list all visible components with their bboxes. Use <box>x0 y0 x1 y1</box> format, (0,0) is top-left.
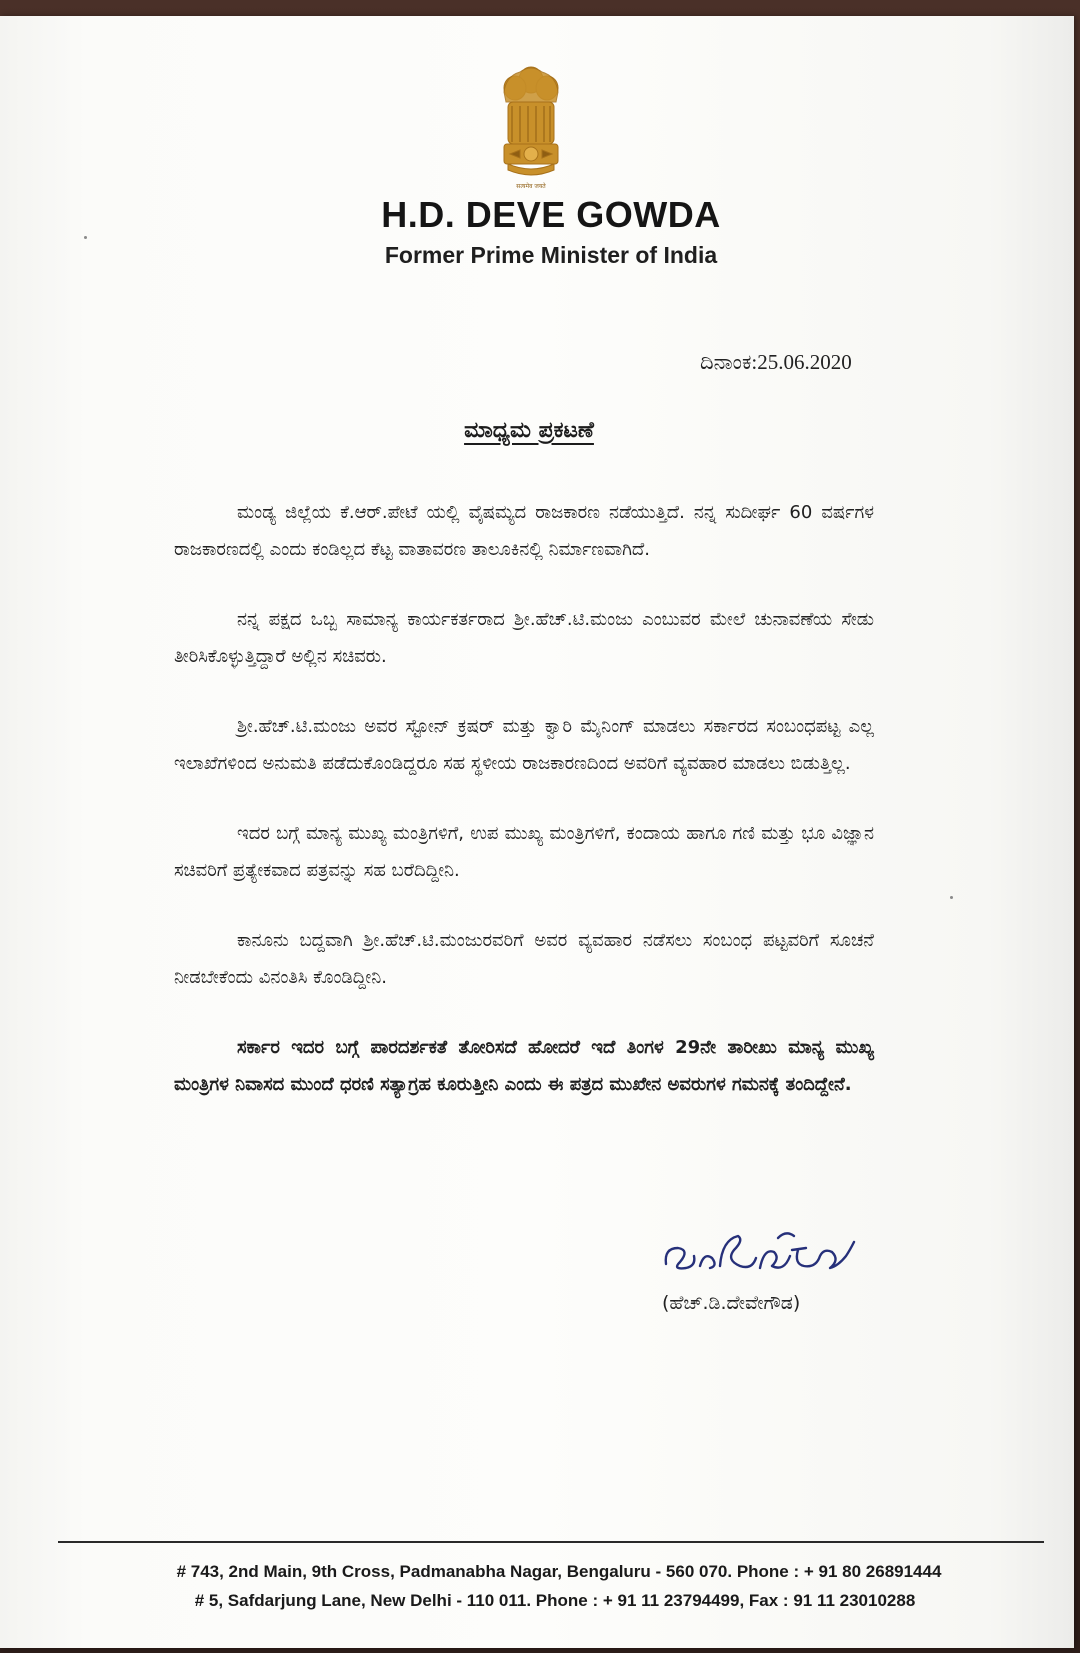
footer-divider <box>58 1541 1044 1543</box>
footer-address-bengaluru: # 743, 2nd Main, 9th Cross, Padmanabha Nagar, Bengaluru - 560 070. Phone : + 91 80 26891444 <box>176 1562 942 1581</box>
footer-address-delhi: # 5, Safdarjung Lane, New Delhi - 110 011. Phone : + 91 11 23794499, Fax : 91 11 23010288 <box>194 1591 916 1610</box>
paragraph: ನನ್ನ ಪಕ್ಷದ ಒಬ್ಬ ಸಾಮಾನ್ಯ ಕಾರ್ಯಕರ್ತರಾದ ಶ್ರೀ.ಹೆಚ್.ಟಿ.ಮಂಜು ಎಂಬುವರ ಮೇಲೆ ಚುನಾವಣೆಯ ಸೇಡು ತೀರಿಸಿಕೊಳ್ಳುತ್ತಿದ್ದಾರೆ ಅಲ್ಲಿನ ಸಚಿವರು. <box>174 609 874 667</box>
paragraph: ಕಾನೂನು ಬದ್ದವಾಗಿ ಶ್ರೀ.ಹೆಚ್.ಟಿ.ಮಂಜುರವರಿಗೆ ಅವರ ವ್ಯವಹಾರ ನಡೆಸಲು ಸಂಬಂಧ ಪಟ್ಟವರಿಗೆ ಸೂಚನೆ ನೀಡಬೇಕೆಂದು ವಿನಂತಿಸಿ ಕೊಂಡಿದ್ದೀನಿ. <box>174 930 874 988</box>
svg-text:सत्यमेव जयते: सत्यमेव जयते <box>516 183 546 190</box>
paragraph: ಶ್ರೀ.ಹೆಚ್.ಟಿ.ಮಂಜು ಅವರ ಸ್ಟೋನ್ ಕ್ರಷರ್ ಮತ್ತು ಕ್ವಾರಿ ಮೈನಿಂಗ್ ಮಾಡಲು ಸರ್ಕಾರದ ಸಂಬಂಧಪಟ್ಟ ಎಲ್ಲ ಇಲಾಖೆಗಳಿಂದ ಅನುಮತಿ ಪಡೆದುಕೊಂಡಿದ್ದರೂ ಸಹ ಸ್ಥಳೀಯ ರಾಜಕಾರಣದಿಂದ ಅವರಿಗೆ ವ್ಯವಹಾರ ಮಾಡಲು ಬಿಡುತ್ತಿಲ್ಲ. <box>174 716 874 774</box>
press-release-heading: ಮಾಧ್ಯಮ ಪ್ರಕಟಣೆ <box>464 418 594 443</box>
paragraph: ಸರ್ಕಾರ ಇದರ ಬಗ್ಗೆ ಪಾರದರ್ಶಕತೆ ತೋರಿಸದೆ ಹೋದರೆ ಇದೆ ತಿಂಗಳ 29ನೇ ತಾರೀಖು ಮಾನ್ಯ ಮುಖ್ಯ ಮಂತ್ರಿಗಳ ನಿವಾಸದ ಮುಂದೆ ಧರಣಿ ಸತ್ಯಾಗ್ರಹ ಕೂರುತ್ತೀನಿ ಎಂದು ಈ ಪತ್ರದ ಮುಖೇನ ಅವರುಗಳ ಗಮನಕ್ಕೆ ತಂದಿದ್ದೇನೆ. <box>174 1037 874 1095</box>
letter-date: ದಿನಾಂಕ:25.06.2020 <box>700 350 852 374</box>
letterhead-name: H.D. DEVE GOWDA <box>381 194 721 235</box>
signer-name: (ಹೆಚ್.ಡಿ.ದೇವೇಗೌಡ) <box>662 1292 801 1314</box>
letter-page <box>0 16 1074 1648</box>
paper-speck <box>950 896 953 899</box>
letterhead-title: Former Prime Minister of India <box>384 242 718 268</box>
letter-body <box>174 494 874 1136</box>
paragraph: ಮಂಡ್ಯ ಜಿಲ್ಲೆಯ ಕೆ.ಆರ್.ಪೇಟೆ ಯಲ್ಲಿ ವೈಷಮ್ಯದ ರಾಜಕಾರಣ ನಡೆಯುತ್ತಿದೆ. ನನ್ನ ಸುದೀರ್ಘ 60 ವರ್ಷಗಳ ರಾಜಕಾರಣದಲ್ಲಿ ಎಂದು ಕಂಡಿಲ್ಲದ ಕೆಟ್ಟ ವಾತಾವರಣ ತಾಲೂಕಿನಲ್ಲಿ ನಿರ್ಮಾಣವಾಗಿದೆ. <box>174 502 874 560</box>
paper-speck <box>84 236 87 239</box>
handwritten-signature <box>660 1226 860 1286</box>
paragraph: ಇದರ ಬಗ್ಗೆ ಮಾನ್ಯ ಮುಖ್ಯ ಮಂತ್ರಿಗಳಿಗೆ, ಉಪ ಮುಖ್ಯ ಮಂತ್ರಿಗಳಿಗೆ, ಕಂದಾಯ ಹಾಗೂ ಗಣಿ ಮತ್ತು ಭೂ ವಿಜ್ಞಾನ ಸಚಿವರಿಗೆ ಪ್ರತ್ಯೇಕವಾದ ಪತ್ರವನ್ನು ಸಹ ಬರೆದಿದ್ದೀನಿ. <box>174 823 874 881</box>
national-emblem-icon <box>498 62 564 194</box>
